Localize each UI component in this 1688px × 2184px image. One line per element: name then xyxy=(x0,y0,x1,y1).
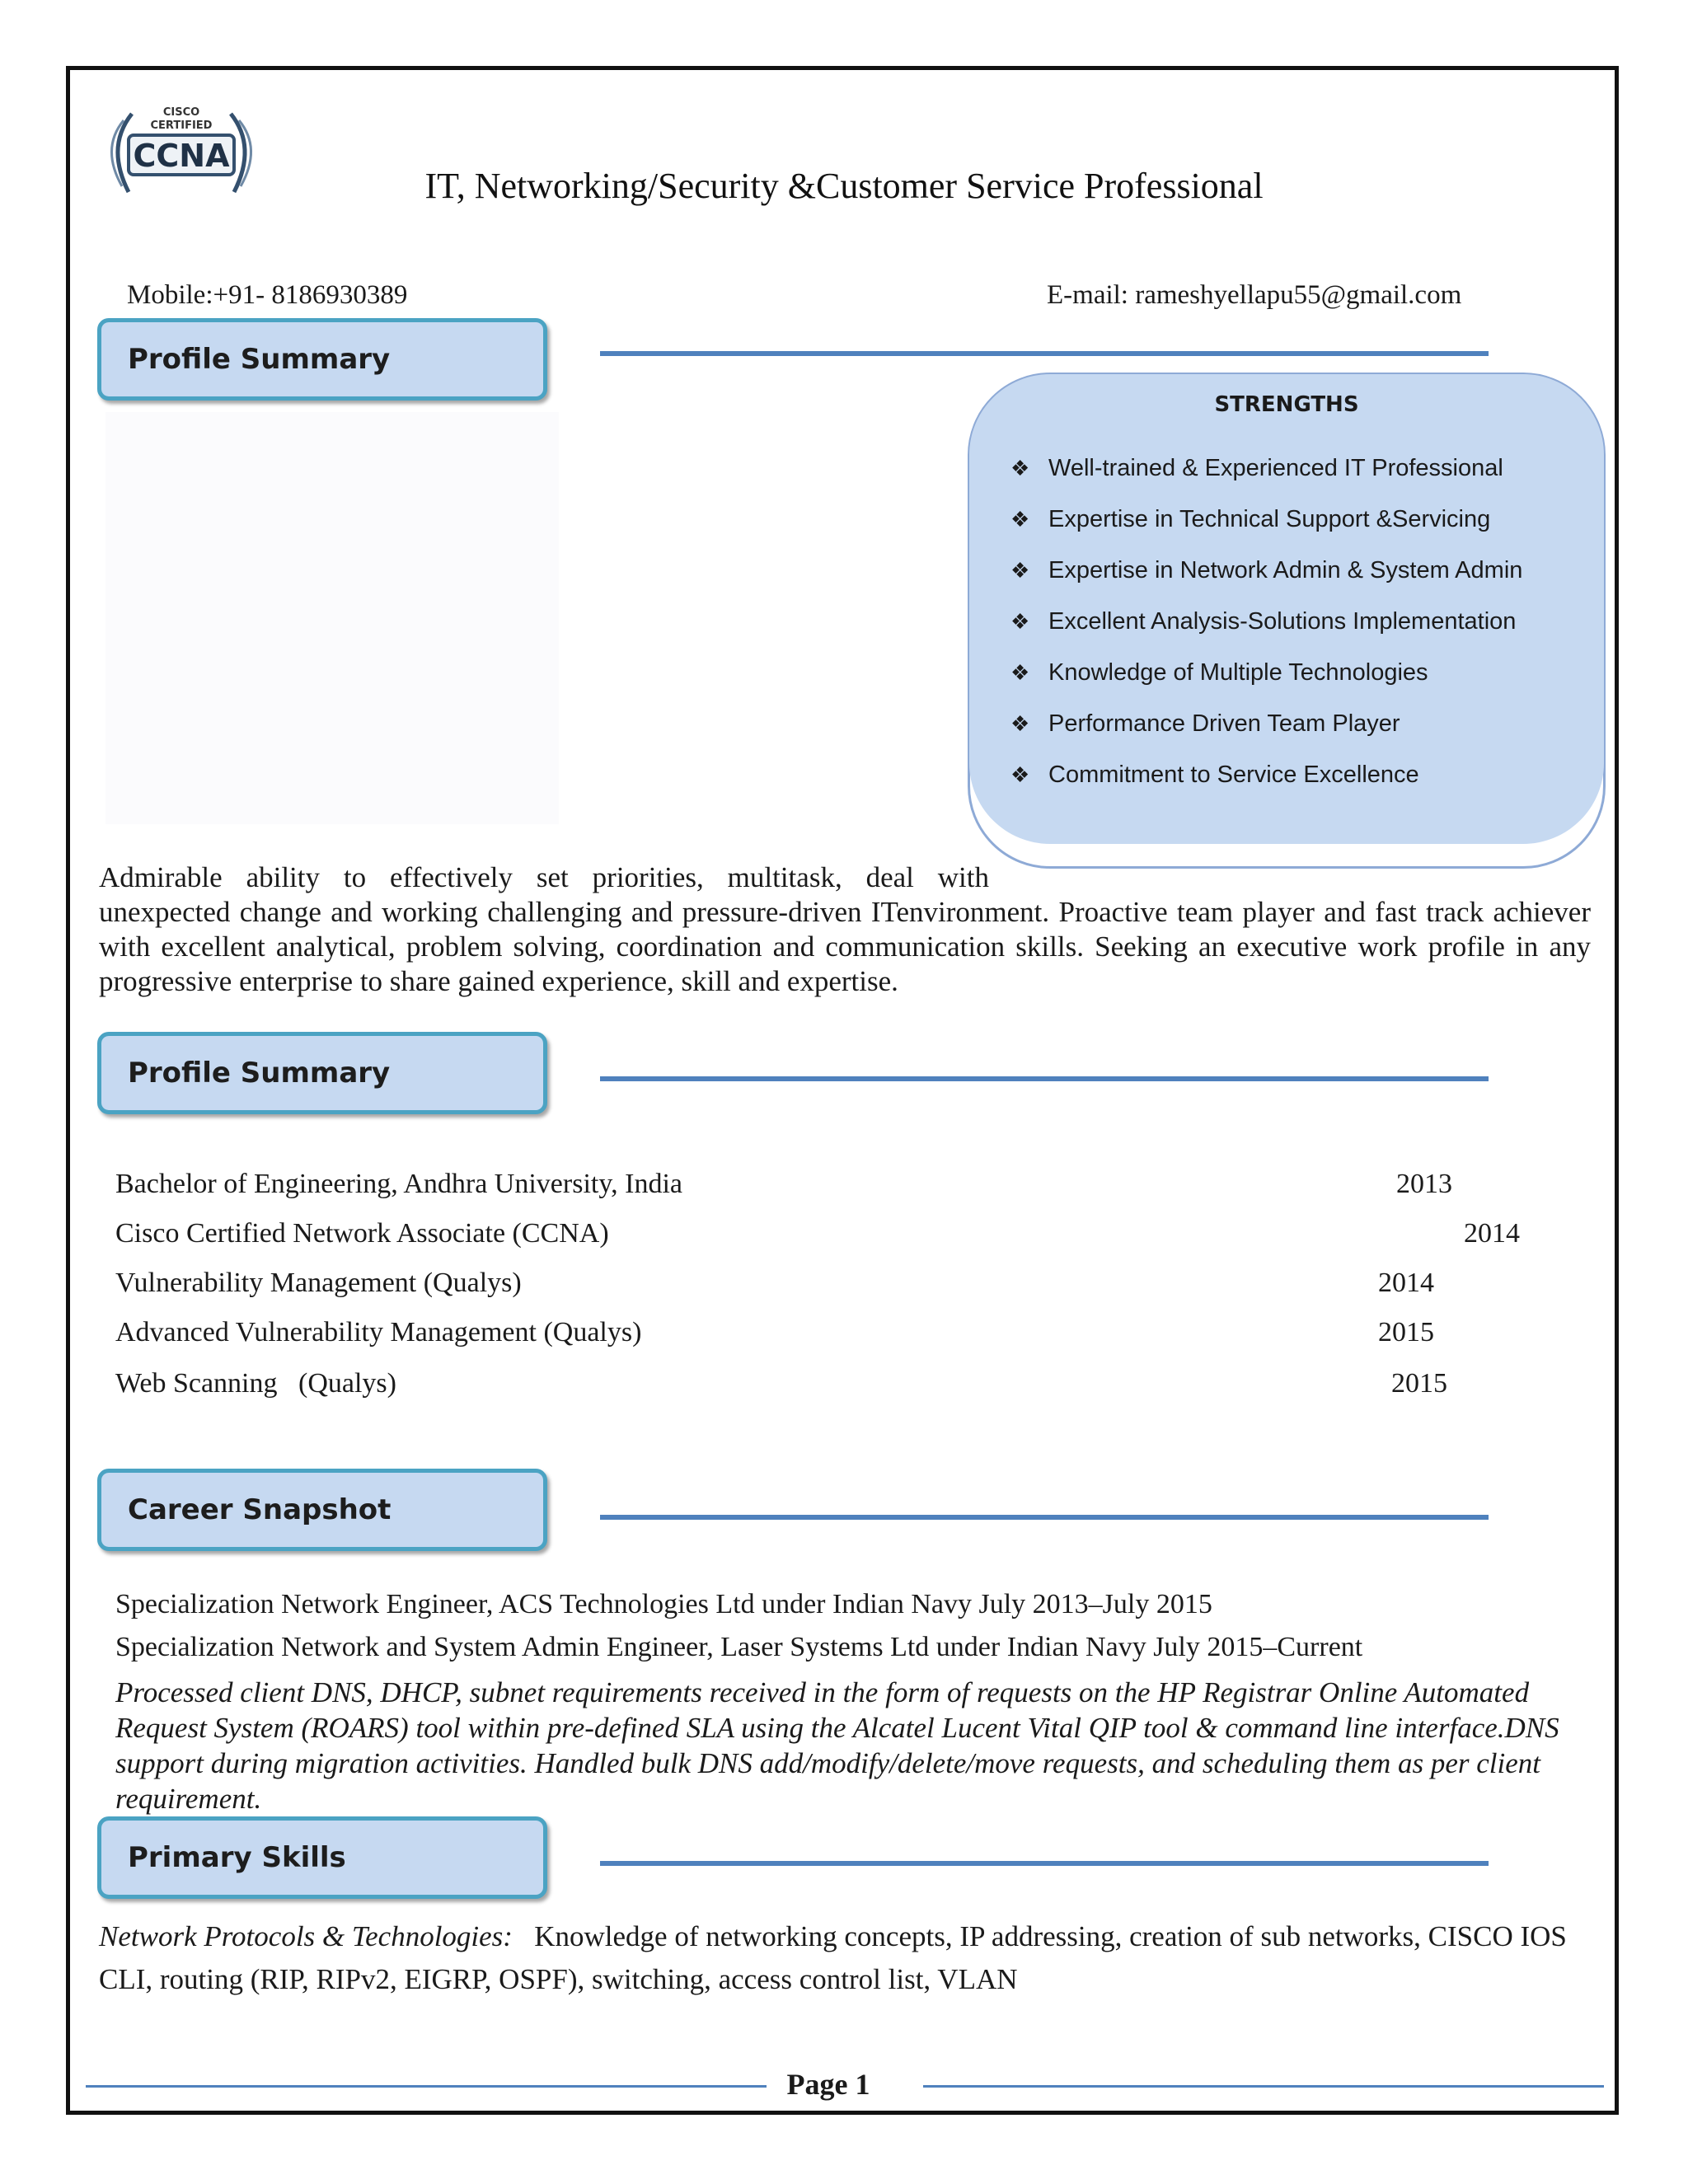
strength-text: Well-trained & Experienced IT Professional xyxy=(1048,455,1503,481)
strength-text: Commitment to Service Excellence xyxy=(1048,762,1419,788)
primary-skills-divider xyxy=(600,1861,1489,1866)
profile-summary-rest: unexpected change and working challenging and pressure-driven ITenvironment. Proactive team player and fast track achiever with excellent analytical, problem solving, coordination and communication skills. Seeking an executive work profile in any progressive enterprise to share gained experience, skill and expertise. xyxy=(99,896,1591,997)
diamond-bullet-icon: ❖ xyxy=(1010,711,1030,736)
diamond-bullet-icon: ❖ xyxy=(1010,660,1030,685)
strengths-box xyxy=(969,374,1604,844)
career-line: Specialization Network and System Admin Engineer, Laser Systems Ltd under Indian Navy July 2015–Current xyxy=(115,1632,1363,1662)
skills-detail: Knowledge of networking concepts, IP addressing, creation of sub networks, CISCO IOS CLI, routing (RIP, RIPv2, EIGRP, OSPF), switching, access control list, VLAN xyxy=(99,1920,1567,1995)
skills-label: Network Protocols & Technologies: xyxy=(99,1920,513,1952)
strength-item xyxy=(1010,758,1522,809)
profile-summary-first-line: Admirable ability to effectively set priorities, multitask, deal with xyxy=(99,861,989,893)
education-row-label: Advanced Vulnerability Management (Qualys) xyxy=(115,1317,642,1347)
profile-summary-divider xyxy=(600,351,1489,356)
email-address: E-mail: rameshyellapu55@gmail.com xyxy=(1047,280,1462,310)
diamond-bullet-icon: ❖ xyxy=(1010,558,1030,583)
diamond-bullet-icon: ❖ xyxy=(1010,456,1030,480)
education-heading xyxy=(97,1032,547,1114)
logo-top-text: CISCO xyxy=(162,106,200,119)
strength-text: Excellent Analysis-Solutions Implementation xyxy=(1048,608,1517,635)
profile-summary-heading xyxy=(97,318,547,401)
diamond-bullet-icon: ❖ xyxy=(1010,762,1030,787)
education-row-label: Web Scanning (Qualys) xyxy=(115,1368,396,1399)
diamond-bullet-icon: ❖ xyxy=(1010,609,1030,634)
strengths-list xyxy=(1010,452,1522,809)
education-divider xyxy=(600,1076,1489,1081)
education-row-year: 2014 xyxy=(1464,1218,1520,1249)
logo-mid-text: CERTIFIED xyxy=(150,120,213,132)
primary-skills-heading-label: Primary Skills xyxy=(128,1841,346,1874)
education-row-label: Vulnerability Management (Qualys) xyxy=(115,1268,522,1298)
education-heading-label: Profile Summary xyxy=(128,1057,391,1090)
profile-summary-heading-label: Profile Summary xyxy=(128,343,391,376)
mobile-number: Mobile:+91- 8186930389 xyxy=(127,280,408,310)
primary-skills-text xyxy=(99,1915,1591,2001)
education-row-year: 2015 xyxy=(1378,1317,1434,1347)
strength-text: Knowledge of Multiple Technologies xyxy=(1048,659,1428,686)
education-row-year: 2015 xyxy=(1391,1368,1447,1399)
footer-line-right xyxy=(923,2085,1604,2088)
strength-text: Expertise in Technical Support &Servicing xyxy=(1048,506,1491,532)
strength-item xyxy=(1010,656,1522,707)
diamond-bullet-icon: ❖ xyxy=(1010,507,1030,532)
career-line: Specialization Network Engineer, ACS Technologies Ltd under Indian Navy July 2013–July 2015 xyxy=(115,1589,1212,1619)
strength-item xyxy=(1010,554,1522,605)
strength-item xyxy=(1010,605,1522,656)
profile-summary-text xyxy=(99,860,1591,999)
education-row-year: 2014 xyxy=(1378,1268,1434,1298)
education-row-year: 2013 xyxy=(1396,1169,1452,1199)
education-row-label: Bachelor of Engineering, Andhra University, India xyxy=(115,1169,682,1199)
page-number: Page 1 xyxy=(786,2068,870,2101)
strength-item xyxy=(1010,452,1522,503)
strength-item xyxy=(1010,503,1522,554)
strengths-title: STRENGTHS xyxy=(1214,392,1359,417)
primary-skills-heading xyxy=(97,1816,547,1899)
footer-line-left xyxy=(86,2085,767,2088)
career-snapshot-heading xyxy=(97,1469,547,1551)
career-snapshot-heading-label: Career Snapshot xyxy=(128,1493,392,1526)
education-row-label: Cisco Certified Network Associate (CCNA) xyxy=(115,1218,609,1249)
career-snapshot-divider xyxy=(600,1515,1489,1520)
strength-item xyxy=(1010,707,1522,758)
blank-area xyxy=(106,412,559,824)
logo-main-text: CCNA xyxy=(133,138,230,174)
strength-text: Expertise in Network Admin & System Admin xyxy=(1048,557,1523,583)
document-title: IT, Networking/Security &Customer Service Professional xyxy=(424,166,1264,206)
strength-text: Performance Driven Team Player xyxy=(1048,710,1400,737)
career-description: Processed client DNS, DHCP, subnet requirements received in the form of requests on the HP Registrar Online Automated Request System (ROARS) tool within pre-defined SLA using the Alcatel Lucent Vital QIP tool & command line interface.DNS support during migration activities. Handled bulk DNS add/modify/delete/move requests, and scheduling them as per client requirement. xyxy=(115,1676,1559,1815)
